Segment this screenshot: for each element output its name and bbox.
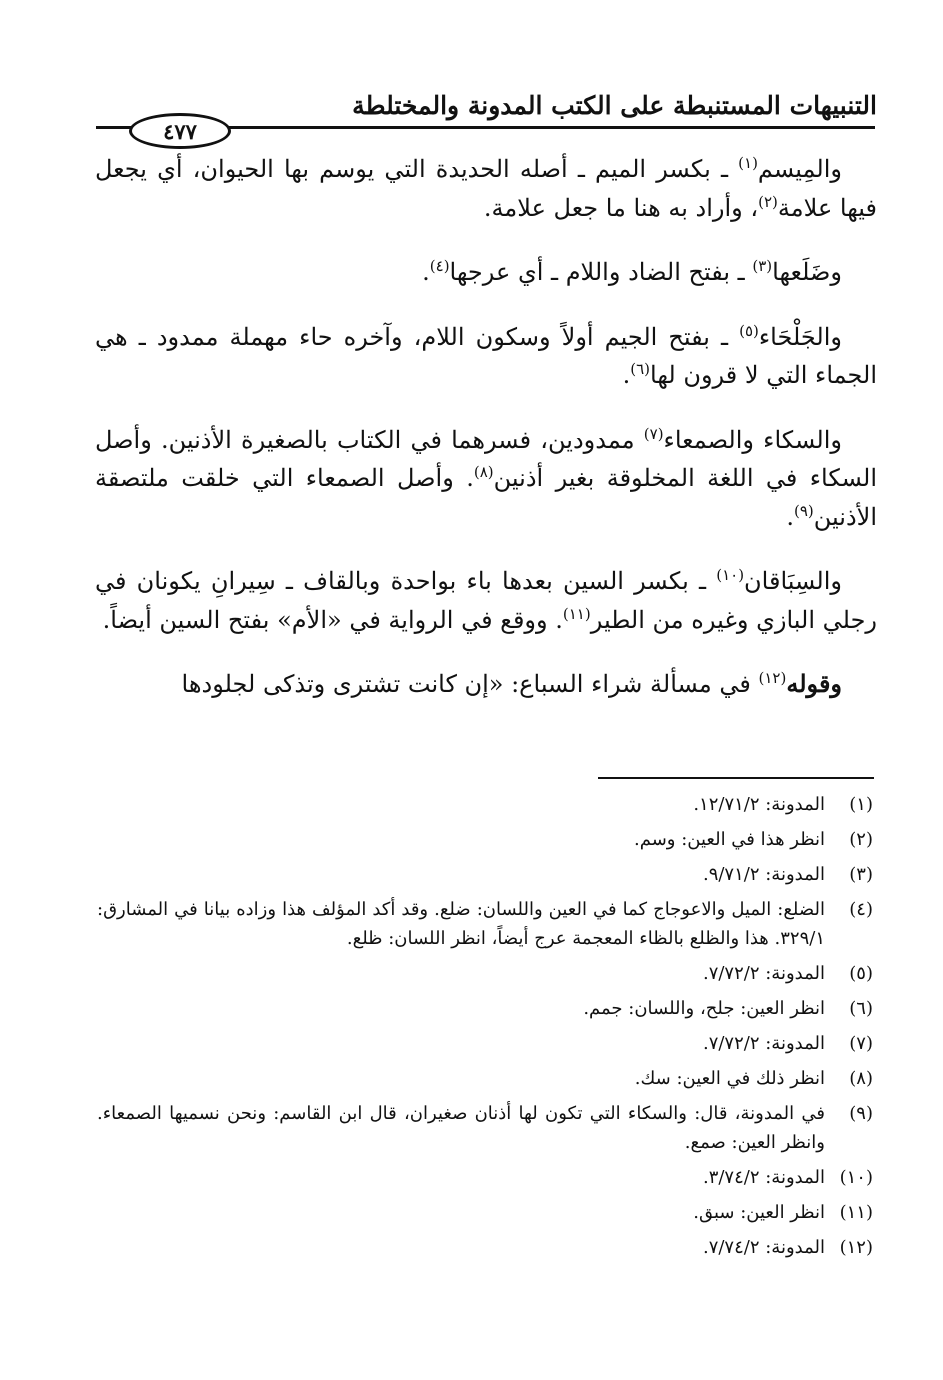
footnote-ref: (١٠) (716, 566, 745, 584)
footnote (95, 1163, 877, 1192)
term: وضَلَعها (772, 258, 842, 286)
footnote-text: المدونة: ٧/٧٢/٢. (702, 963, 825, 984)
main-text (95, 150, 877, 704)
footnote-separator (598, 777, 874, 779)
footnote-ref: (١٢) (758, 669, 787, 687)
footnote-ref: (٨) (473, 463, 494, 481)
footnote-text: المدونة: ١٢/٧١/٢. (693, 794, 825, 815)
footnote-number: (١١) (839, 1202, 873, 1223)
footnote-text: انظر العين: جلح، واللسان: جمم. (583, 998, 825, 1019)
footnote-number: (٢) (849, 829, 873, 850)
text-run: . وأصل الصمعاء التي خلقت ملتصقة الأذنين (95, 464, 877, 531)
footnote-text: انظر هذا في العين: وسم. (634, 829, 825, 850)
footnote-text: المدونة: ٧/٧٤/٢. (702, 1237, 825, 1258)
text-run: . ووقع في الرواية في «الأم» بفتح السين أيضاً. (102, 605, 563, 634)
text-run: ـ بكسر الميم ـ أصله الحديدة التي يوسم بها الحيوان، أي يجعل فيها علامة (95, 155, 877, 222)
footnotes (95, 790, 877, 1268)
footnote-number: (٩) (849, 1103, 873, 1124)
footnote-number: (٤) (849, 899, 873, 920)
footnote (95, 1099, 877, 1157)
term: والسِبَاقان (744, 567, 842, 595)
footnote-text: المدونة: ٣/٧٤/٢. (702, 1167, 825, 1188)
text-run: ـ بفتح الضاد واللام ـ أي عرجها (449, 258, 753, 286)
paragraph-jalhaa (95, 318, 877, 395)
footnote-number: (١٠) (839, 1167, 873, 1188)
footnote-ref: (٦) (630, 360, 650, 378)
text-run: ممدودين، فسرهما في الكتاب بالصغيرة الأذنين. وأصل السكاء في اللغة المخلوقة بغير أذنين (95, 425, 877, 492)
footnote (95, 825, 877, 854)
footnote (95, 860, 877, 889)
footnote-text: في المدونة، قال: والسكاء التي تكون لها أذنان صغيران، قال ابن القاسم: ونحن نسميها الصمعاء. وانظر العين: صمع. (97, 1103, 825, 1153)
text-run: . (622, 361, 631, 389)
footnote-ref: (٣) (752, 257, 773, 275)
term: والجَلْحَاء (758, 322, 842, 351)
text-run: . (786, 502, 794, 531)
footnote (95, 1233, 877, 1262)
text-run: ، وأراد به هنا ما جعل علامة. (483, 193, 759, 222)
term: والسكاء والصمعاء (663, 425, 842, 454)
footnote-number: (٧) (849, 1033, 873, 1054)
footnote (95, 1029, 877, 1058)
term: والمِيسم (757, 155, 842, 183)
footnote-number: (١٢) (839, 1237, 873, 1258)
running-header-title: التنبيهات المستنبطة على الكتب المدونة والمختلطة (352, 91, 877, 120)
footnote-number: (١) (849, 794, 873, 815)
footnote-ref: (١١) (562, 604, 591, 623)
footnote (95, 1198, 877, 1227)
footnote (95, 790, 877, 819)
footnote (95, 895, 877, 953)
footnote (95, 1064, 877, 1093)
footnote-ref: (٤) (429, 257, 450, 275)
paragraph-sakkaa (95, 421, 877, 537)
footnote-ref: (٩) (793, 501, 814, 520)
footnote (95, 994, 877, 1023)
text-run: ـ بكسر السين بعدها باء بواحدة وبالقاف ـ سِيرانِ يكونان في رجلي البازي وغيره من الطير (95, 567, 877, 634)
footnote-text: المدونة: ٩/٧١/٢. (702, 864, 825, 885)
footnote-ref: (٢) (758, 192, 778, 211)
footnote-number: (٦) (849, 998, 873, 1019)
footnote-number: (٥) (849, 963, 873, 984)
term: وقوله (786, 669, 842, 698)
footnote-number: (٣) (849, 864, 873, 885)
footnote-ref: (٥) (739, 321, 759, 340)
paragraph-misam (95, 150, 877, 227)
footnote-ref: (٧) (643, 424, 664, 443)
page-number-badge (129, 113, 231, 149)
footnote-text: انظر العين: سبق. (693, 1202, 825, 1223)
text-run: . (422, 258, 430, 286)
footnote-text: الضلع: الميل والاعوجاج كما في العين واللسان: ضلع. وقد أكد المؤلف هذا وزاده بيانا في المشارق: ٣٢٩/١. هذا والظلع بالظاء المعجمة عرج أيضاً، انظر اللسان: ظلع. (97, 899, 825, 949)
paragraph-dalaaha (95, 253, 877, 292)
footnote-ref: (١) (738, 154, 758, 172)
page-number: ٤٧٧ (163, 118, 197, 144)
text-run: في مسألة شراء السباع: «إن كانت تشترى وتذكى لجلودها (181, 670, 759, 698)
footnote-number: (٨) (849, 1068, 873, 1089)
text-run: ـ بفتح الجيم أولاً وسكون اللام، وآخره حاء مهملة ممدود ـ هي الجماء التي لا قرون لها (95, 322, 877, 389)
paragraph-sibaqan (95, 562, 877, 639)
paragraph-qawluhu (95, 665, 877, 704)
footnote (95, 959, 877, 988)
footnote-text: انظر ذلك في العين: سك. (634, 1068, 825, 1089)
footnote-text: المدونة: ٧/٧٢/٢. (702, 1033, 825, 1054)
